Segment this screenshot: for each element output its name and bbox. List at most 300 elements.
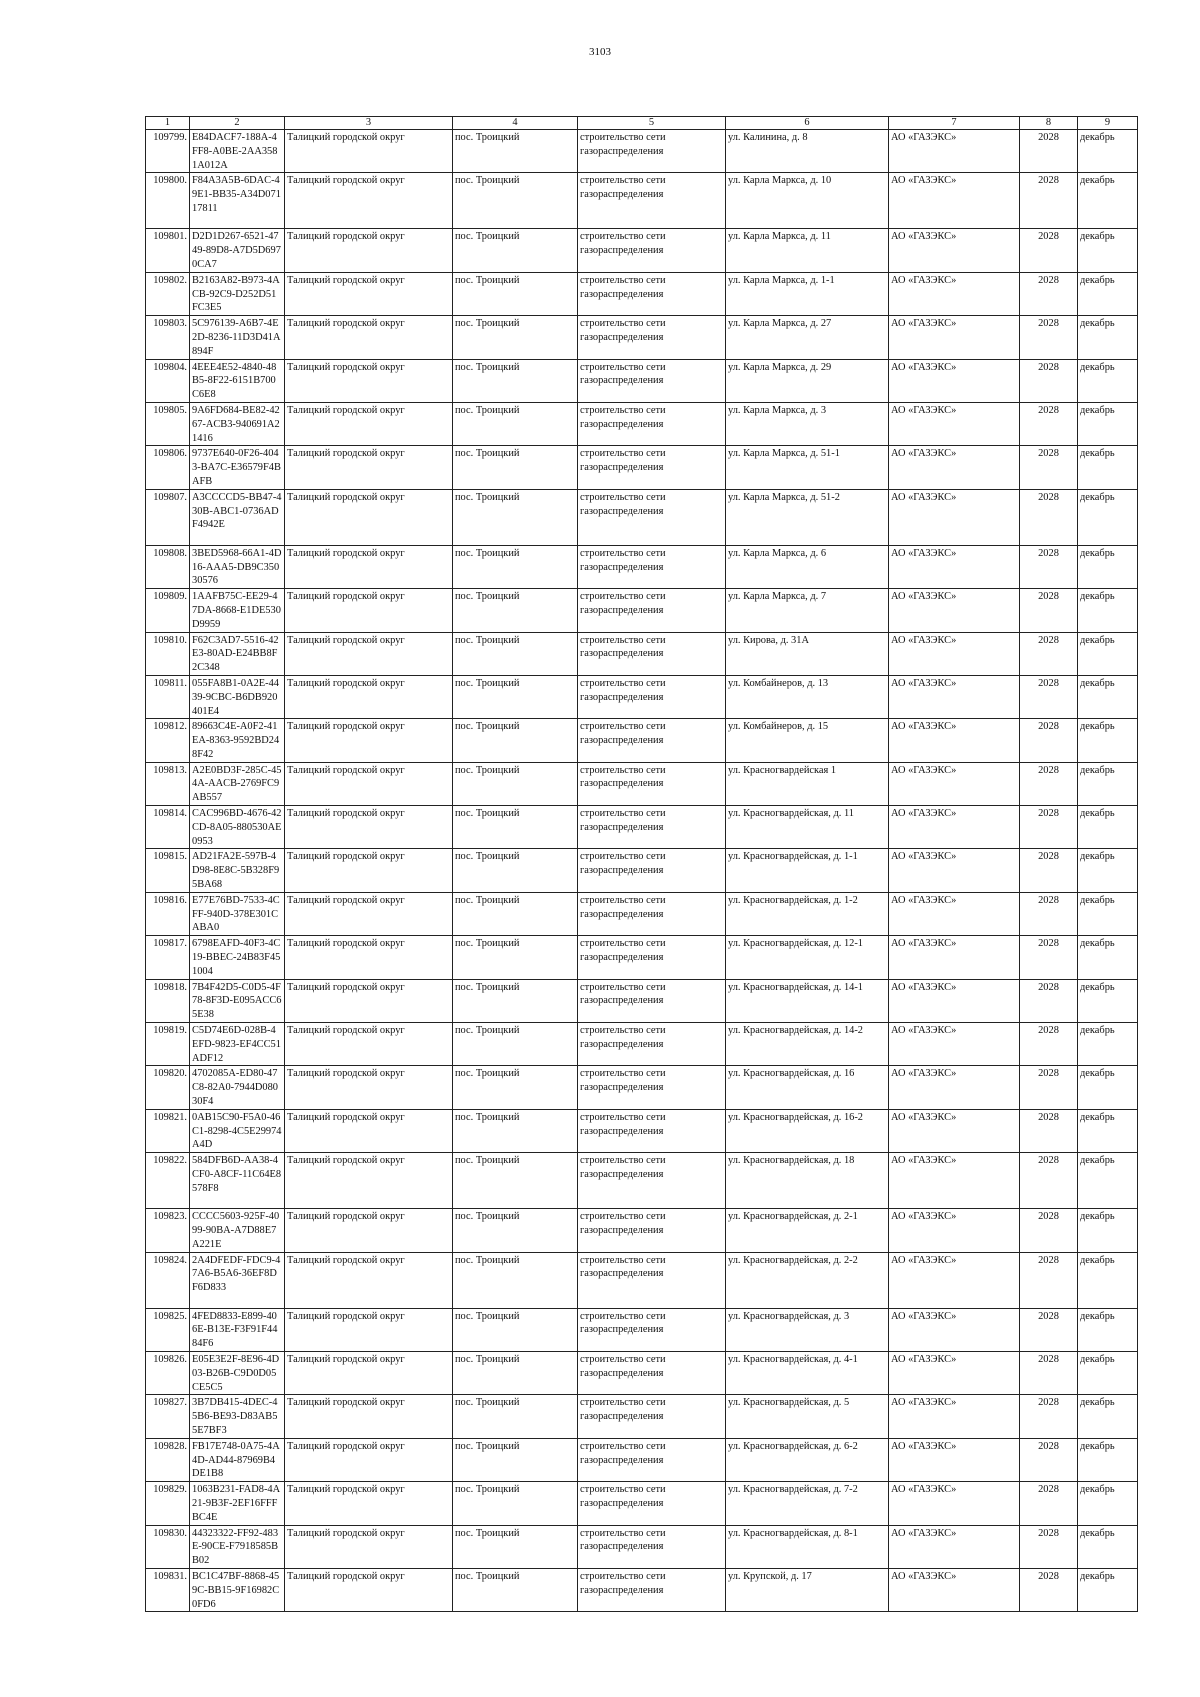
work-type-cell: строительство сети газораспределения (578, 272, 726, 315)
settlement-cell: пос. Троицкий (453, 229, 578, 272)
table-row (146, 1482, 1138, 1525)
row-number: 109831. (146, 1568, 190, 1611)
row-number: 109811. (146, 675, 190, 718)
organization-cell: АО «ГАЗЭКС» (889, 979, 1020, 1022)
work-type-cell: строительство сети газораспределения (578, 1395, 726, 1438)
row-number: 109803. (146, 316, 190, 359)
year-cell: 2028 (1020, 806, 1078, 849)
settlement-cell: пос. Троицкий (453, 806, 578, 849)
table-row (146, 806, 1138, 849)
year-cell: 2028 (1020, 979, 1078, 1022)
row-number: 109810. (146, 632, 190, 675)
year-cell: 2028 (1020, 1308, 1078, 1351)
object-guid: BC1C47BF-8868-459C-BB15-9F16982C0FD6 (190, 1568, 285, 1611)
table-row (146, 130, 1138, 173)
district-cell: Талицкий городской округ (285, 979, 453, 1022)
month-cell: декабрь (1078, 1066, 1138, 1109)
address-cell: ул. Красногвардейская, д. 5 (726, 1395, 889, 1438)
row-number: 109800. (146, 173, 190, 229)
month-cell: декабрь (1078, 675, 1138, 718)
row-number: 109807. (146, 489, 190, 545)
year-cell: 2028 (1020, 1568, 1078, 1611)
organization-cell: АО «ГАЗЭКС» (889, 1482, 1020, 1525)
table-row (146, 1395, 1138, 1438)
work-type-cell: строительство сети газораспределения (578, 762, 726, 805)
organization-cell: АО «ГАЗЭКС» (889, 545, 1020, 588)
table-row (146, 446, 1138, 489)
address-cell: ул. Красногвардейская, д. 1-1 (726, 849, 889, 892)
table-row (146, 1308, 1138, 1351)
year-cell: 2028 (1020, 1153, 1078, 1209)
organization-cell: АО «ГАЗЭКС» (889, 806, 1020, 849)
district-cell: Талицкий городской округ (285, 1153, 453, 1209)
work-type-cell: строительство сети газораспределения (578, 1525, 726, 1568)
settlement-cell: пос. Троицкий (453, 762, 578, 805)
table-row (146, 272, 1138, 315)
settlement-cell: пос. Троицкий (453, 489, 578, 545)
address-cell: ул. Красногвардейская, д. 18 (726, 1153, 889, 1209)
object-guid: 0AB15C90-F5A0-46C1-8298-4C5E29974A4D (190, 1109, 285, 1152)
address-cell: ул. Карла Маркса, д. 51-1 (726, 446, 889, 489)
settlement-cell: пос. Троицкий (453, 1023, 578, 1066)
address-cell: ул. Красногвардейская, д. 4-1 (726, 1351, 889, 1394)
table-row (146, 1209, 1138, 1252)
settlement-cell: пос. Троицкий (453, 359, 578, 402)
address-cell: ул. Красногвардейская, д. 6-2 (726, 1438, 889, 1481)
row-number: 109806. (146, 446, 190, 489)
district-cell: Талицкий городской округ (285, 1351, 453, 1394)
month-cell: декабрь (1078, 316, 1138, 359)
table-row (146, 489, 1138, 545)
work-type-cell: строительство сети газораспределения (578, 173, 726, 229)
organization-cell: АО «ГАЗЭКС» (889, 936, 1020, 979)
object-guid: 4702085A-ED80-47C8-82A0-7944D08030F4 (190, 1066, 285, 1109)
address-cell: ул. Красногвардейская, д. 1-2 (726, 892, 889, 935)
district-cell: Талицкий городской округ (285, 1308, 453, 1351)
organization-cell: АО «ГАЗЭКС» (889, 446, 1020, 489)
settlement-cell: пос. Троицкий (453, 272, 578, 315)
settlement-cell: пос. Троицкий (453, 849, 578, 892)
work-type-cell: строительство сети газораспределения (578, 1438, 726, 1481)
month-cell: декабрь (1078, 173, 1138, 229)
year-cell: 2028 (1020, 229, 1078, 272)
work-type-cell: строительство сети газораспределения (578, 359, 726, 402)
row-number: 109816. (146, 892, 190, 935)
work-type-cell: строительство сети газораспределения (578, 1568, 726, 1611)
district-cell: Талицкий городской округ (285, 1482, 453, 1525)
row-number: 109819. (146, 1023, 190, 1066)
row-number: 109830. (146, 1525, 190, 1568)
table-row (146, 1568, 1138, 1611)
organization-cell: АО «ГАЗЭКС» (889, 402, 1020, 445)
work-type-cell: строительство сети газораспределения (578, 545, 726, 588)
table-header-row (146, 117, 1138, 130)
object-guid: CAC996BD-4676-42CD-8A05-880530AE0953 (190, 806, 285, 849)
organization-cell: АО «ГАЗЭКС» (889, 1525, 1020, 1568)
object-guid: E05E3E2F-8E96-4D03-B26B-C9D0D05CE5C5 (190, 1351, 285, 1394)
table-row (146, 173, 1138, 229)
object-guid: 7B4F42D5-C0D5-4F78-8F3D-E095ACC65E38 (190, 979, 285, 1022)
district-cell: Талицкий городской округ (285, 589, 453, 632)
month-cell: декабрь (1078, 130, 1138, 173)
table-row (146, 402, 1138, 445)
table-row (146, 1351, 1138, 1394)
address-cell: ул. Карла Маркса, д. 7 (726, 589, 889, 632)
year-cell: 2028 (1020, 1252, 1078, 1308)
column-header-1: 1 (146, 117, 190, 130)
district-cell: Талицкий городской округ (285, 719, 453, 762)
address-cell: ул. Красногвардейская, д. 2-1 (726, 1209, 889, 1252)
table-row (146, 936, 1138, 979)
month-cell: декабрь (1078, 1308, 1138, 1351)
row-number: 109814. (146, 806, 190, 849)
address-cell: ул. Карла Маркса, д. 6 (726, 545, 889, 588)
month-cell: декабрь (1078, 762, 1138, 805)
district-cell: Талицкий городской округ (285, 1568, 453, 1611)
row-number: 109818. (146, 979, 190, 1022)
year-cell: 2028 (1020, 1066, 1078, 1109)
district-cell: Талицкий городской округ (285, 806, 453, 849)
work-type-cell: строительство сети газораспределения (578, 1066, 726, 1109)
object-guid: 4EEE4E52-4840-48B5-8F22-6151B700C6E8 (190, 359, 285, 402)
column-header-7: 7 (889, 117, 1020, 130)
year-cell: 2028 (1020, 719, 1078, 762)
column-header-9: 9 (1078, 117, 1138, 130)
organization-cell: АО «ГАЗЭКС» (889, 632, 1020, 675)
year-cell: 2028 (1020, 173, 1078, 229)
organization-cell: АО «ГАЗЭКС» (889, 1153, 1020, 1209)
organization-cell: АО «ГАЗЭКС» (889, 1308, 1020, 1351)
table-row (146, 229, 1138, 272)
year-cell: 2028 (1020, 446, 1078, 489)
work-type-cell: строительство сети газораспределения (578, 806, 726, 849)
month-cell: декабрь (1078, 1568, 1138, 1611)
row-number: 109801. (146, 229, 190, 272)
work-type-cell: строительство сети газораспределения (578, 1308, 726, 1351)
year-cell: 2028 (1020, 272, 1078, 315)
row-number: 109799. (146, 130, 190, 173)
district-cell: Талицкий городской округ (285, 1109, 453, 1152)
work-type-cell: строительство сети газораспределения (578, 1153, 726, 1209)
district-cell: Талицкий городской округ (285, 1023, 453, 1066)
object-guid: A2E0BD3F-285C-454A-AACB-2769FC9AB557 (190, 762, 285, 805)
address-cell: ул. Красногвардейская, д. 8-1 (726, 1525, 889, 1568)
work-type-cell: строительство сети газораспределения (578, 1023, 726, 1066)
district-cell: Талицкий городской округ (285, 272, 453, 315)
organization-cell: АО «ГАЗЭКС» (889, 1395, 1020, 1438)
table-row (146, 849, 1138, 892)
organization-cell: АО «ГАЗЭКС» (889, 1066, 1020, 1109)
month-cell: декабрь (1078, 446, 1138, 489)
work-type-cell: строительство сети газораспределения (578, 316, 726, 359)
year-cell: 2028 (1020, 589, 1078, 632)
month-cell: декабрь (1078, 1351, 1138, 1394)
column-header-8: 8 (1020, 117, 1078, 130)
object-guid: 055FA8B1-0A2E-4439-9CBC-B6DB920401E4 (190, 675, 285, 718)
row-number: 109809. (146, 589, 190, 632)
column-header-2: 2 (190, 117, 285, 130)
object-guid: 89663C4E-A0F2-41EA-8363-9592BD248F42 (190, 719, 285, 762)
address-cell: ул. Карла Маркса, д. 11 (726, 229, 889, 272)
organization-cell: АО «ГАЗЭКС» (889, 130, 1020, 173)
address-cell: ул. Карла Маркса, д. 10 (726, 173, 889, 229)
work-type-cell: строительство сети газораспределения (578, 446, 726, 489)
district-cell: Талицкий городской округ (285, 675, 453, 718)
district-cell: Талицкий городской округ (285, 229, 453, 272)
organization-cell: АО «ГАЗЭКС» (889, 229, 1020, 272)
district-cell: Талицкий городской округ (285, 936, 453, 979)
district-cell: Талицкий городской округ (285, 359, 453, 402)
work-type-cell: строительство сети газораспределения (578, 719, 726, 762)
settlement-cell: пос. Троицкий (453, 675, 578, 718)
year-cell: 2028 (1020, 1109, 1078, 1152)
object-guid: 3BED5968-66A1-4D16-AAA5-DB9C35030576 (190, 545, 285, 588)
work-type-cell: строительство сети газораспределения (578, 130, 726, 173)
district-cell: Талицкий городской округ (285, 849, 453, 892)
row-number: 109826. (146, 1351, 190, 1394)
table-row (146, 1438, 1138, 1481)
object-guid: 4FED8833-E899-406E-B13E-F3F91F4484F6 (190, 1308, 285, 1351)
work-type-cell: строительство сети газораспределения (578, 1482, 726, 1525)
district-cell: Талицкий городской округ (285, 1209, 453, 1252)
object-guid: AD21FA2E-597B-4D98-8E8C-5B328F95BA68 (190, 849, 285, 892)
object-guid: 1063B231-FAD8-4A21-9B3F-2EF16FFFBC4E (190, 1482, 285, 1525)
register-table (145, 116, 1138, 1612)
settlement-cell: пос. Троицкий (453, 1209, 578, 1252)
address-cell: ул. Красногвардейская, д. 7-2 (726, 1482, 889, 1525)
object-guid: FB17E748-0A75-4A4D-AD44-87969B4DE1B8 (190, 1438, 285, 1481)
row-number: 109813. (146, 762, 190, 805)
object-guid: 3B7DB415-4DEC-45B6-BE93-D83AB55E7BF3 (190, 1395, 285, 1438)
month-cell: декабрь (1078, 229, 1138, 272)
settlement-cell: пос. Троицкий (453, 1308, 578, 1351)
year-cell: 2028 (1020, 1209, 1078, 1252)
table-row (146, 1525, 1138, 1568)
month-cell: декабрь (1078, 979, 1138, 1022)
year-cell: 2028 (1020, 316, 1078, 359)
address-cell: ул. Красногвардейская, д. 2-2 (726, 1252, 889, 1308)
organization-cell: АО «ГАЗЭКС» (889, 719, 1020, 762)
settlement-cell: пос. Троицкий (453, 1395, 578, 1438)
table-row (146, 892, 1138, 935)
object-guid: E77E76BD-7533-4CFF-940D-378E301CABA0 (190, 892, 285, 935)
table-row (146, 1109, 1138, 1152)
organization-cell: АО «ГАЗЭКС» (889, 675, 1020, 718)
table-row (146, 632, 1138, 675)
organization-cell: АО «ГАЗЭКС» (889, 1109, 1020, 1152)
object-guid: 584DFB6D-AA38-4CF0-A8CF-11C64E8578F8 (190, 1153, 285, 1209)
month-cell: декабрь (1078, 402, 1138, 445)
object-guid: A3CCCCD5-BB47-430B-ABC1-0736ADF4942E (190, 489, 285, 545)
work-type-cell: строительство сети газораспределения (578, 936, 726, 979)
row-number: 109817. (146, 936, 190, 979)
organization-cell: АО «ГАЗЭКС» (889, 173, 1020, 229)
page-number: 3103 (589, 46, 611, 58)
address-cell: ул. Красногвардейская, д. 14-1 (726, 979, 889, 1022)
object-guid: 9A6FD684-BE82-4267-ACB3-940691A21416 (190, 402, 285, 445)
table-row (146, 316, 1138, 359)
district-cell: Талицкий городской округ (285, 632, 453, 675)
row-number: 109804. (146, 359, 190, 402)
month-cell: декабрь (1078, 849, 1138, 892)
settlement-cell: пос. Троицкий (453, 1252, 578, 1308)
district-cell: Талицкий городской округ (285, 402, 453, 445)
settlement-cell: пос. Троицкий (453, 316, 578, 359)
month-cell: декабрь (1078, 1109, 1138, 1152)
district-cell: Талицкий городской округ (285, 1525, 453, 1568)
year-cell: 2028 (1020, 632, 1078, 675)
row-number: 109823. (146, 1209, 190, 1252)
work-type-cell: строительство сети газораспределения (578, 1209, 726, 1252)
address-cell: ул. Красногвардейская 1 (726, 762, 889, 805)
address-cell: ул. Карла Маркса, д. 51-2 (726, 489, 889, 545)
row-number: 109829. (146, 1482, 190, 1525)
district-cell: Талицкий городской округ (285, 762, 453, 805)
object-guid: 6798EAFD-40F3-4C19-BBEC-24B83F451004 (190, 936, 285, 979)
address-cell: ул. Красногвардейская, д. 16-2 (726, 1109, 889, 1152)
address-cell: ул. Красногвардейская, д. 14-2 (726, 1023, 889, 1066)
row-number: 109808. (146, 545, 190, 588)
settlement-cell: пос. Троицкий (453, 1482, 578, 1525)
column-header-5: 5 (578, 117, 726, 130)
address-cell: ул. Красногвардейская, д. 16 (726, 1066, 889, 1109)
organization-cell: АО «ГАЗЭКС» (889, 1351, 1020, 1394)
settlement-cell: пос. Троицкий (453, 173, 578, 229)
address-cell: ул. Карла Маркса, д. 1-1 (726, 272, 889, 315)
work-type-cell: строительство сети газораспределения (578, 1252, 726, 1308)
organization-cell: АО «ГАЗЭКС» (889, 359, 1020, 402)
organization-cell: АО «ГАЗЭКС» (889, 849, 1020, 892)
row-number: 109828. (146, 1438, 190, 1481)
settlement-cell: пос. Троицкий (453, 632, 578, 675)
year-cell: 2028 (1020, 489, 1078, 545)
district-cell: Талицкий городской округ (285, 1438, 453, 1481)
work-type-cell: строительство сети газораспределения (578, 1351, 726, 1394)
settlement-cell: пос. Троицкий (453, 1438, 578, 1481)
table-row (146, 359, 1138, 402)
object-guid: F84A3A5B-6DAC-49E1-BB35-A34D07117811 (190, 173, 285, 229)
work-type-cell: строительство сети газораспределения (578, 1109, 726, 1152)
month-cell: декабрь (1078, 1209, 1138, 1252)
organization-cell: АО «ГАЗЭКС» (889, 1438, 1020, 1481)
month-cell: декабрь (1078, 1023, 1138, 1066)
table-row (146, 1252, 1138, 1308)
address-cell: ул. Карла Маркса, д. 27 (726, 316, 889, 359)
address-cell: ул. Красногвардейская, д. 11 (726, 806, 889, 849)
column-header-6: 6 (726, 117, 889, 130)
column-header-4: 4 (453, 117, 578, 130)
address-cell: ул. Карла Маркса, д. 29 (726, 359, 889, 402)
organization-cell: АО «ГАЗЭКС» (889, 1568, 1020, 1611)
month-cell: декабрь (1078, 1525, 1138, 1568)
table-row (146, 545, 1138, 588)
settlement-cell: пос. Троицкий (453, 979, 578, 1022)
work-type-cell: строительство сети газораспределения (578, 402, 726, 445)
organization-cell: АО «ГАЗЭКС» (889, 892, 1020, 935)
settlement-cell: пос. Троицкий (453, 1351, 578, 1394)
address-cell: ул. Карла Маркса, д. 3 (726, 402, 889, 445)
row-number: 109820. (146, 1066, 190, 1109)
row-number: 109805. (146, 402, 190, 445)
year-cell: 2028 (1020, 762, 1078, 805)
row-number: 109821. (146, 1109, 190, 1152)
organization-cell: АО «ГАЗЭКС» (889, 316, 1020, 359)
organization-cell: АО «ГАЗЭКС» (889, 589, 1020, 632)
month-cell: декабрь (1078, 489, 1138, 545)
year-cell: 2028 (1020, 1023, 1078, 1066)
row-number: 109824. (146, 1252, 190, 1308)
year-cell: 2028 (1020, 1525, 1078, 1568)
organization-cell: АО «ГАЗЭКС» (889, 489, 1020, 545)
district-cell: Талицкий городской округ (285, 1395, 453, 1438)
row-number: 109802. (146, 272, 190, 315)
year-cell: 2028 (1020, 1395, 1078, 1438)
month-cell: декабрь (1078, 1252, 1138, 1308)
settlement-cell: пос. Троицкий (453, 545, 578, 588)
object-guid: CCCC5603-925F-4099-90BA-A7D88E7A221E (190, 1209, 285, 1252)
year-cell: 2028 (1020, 359, 1078, 402)
column-header-3: 3 (285, 117, 453, 130)
month-cell: декабрь (1078, 719, 1138, 762)
settlement-cell: пос. Троицкий (453, 402, 578, 445)
row-number: 109812. (146, 719, 190, 762)
month-cell: декабрь (1078, 1438, 1138, 1481)
address-cell: ул. Комбайнеров, д. 15 (726, 719, 889, 762)
table-row (146, 979, 1138, 1022)
district-cell: Талицкий городской округ (285, 545, 453, 588)
year-cell: 2028 (1020, 545, 1078, 588)
address-cell: ул. Комбайнеров, д. 13 (726, 675, 889, 718)
organization-cell: АО «ГАЗЭКС» (889, 762, 1020, 805)
year-cell: 2028 (1020, 675, 1078, 718)
month-cell: декабрь (1078, 272, 1138, 315)
year-cell: 2028 (1020, 892, 1078, 935)
month-cell: декабрь (1078, 936, 1138, 979)
work-type-cell: строительство сети газораспределения (578, 632, 726, 675)
year-cell: 2028 (1020, 1482, 1078, 1525)
object-guid: B2163A82-B973-4ACB-92C9-D252D51FC3E5 (190, 272, 285, 315)
object-guid: 44323322-FF92-483E-90CE-F7918585BB02 (190, 1525, 285, 1568)
year-cell: 2028 (1020, 936, 1078, 979)
organization-cell: АО «ГАЗЭКС» (889, 1023, 1020, 1066)
district-cell: Талицкий городской округ (285, 489, 453, 545)
work-type-cell: строительство сети газораспределения (578, 489, 726, 545)
work-type-cell: строительство сети газораспределения (578, 849, 726, 892)
address-cell: ул. Кирова, д. 31А (726, 632, 889, 675)
organization-cell: АО «ГАЗЭКС» (889, 1252, 1020, 1308)
month-cell: декабрь (1078, 892, 1138, 935)
month-cell: декабрь (1078, 1153, 1138, 1209)
month-cell: декабрь (1078, 1395, 1138, 1438)
month-cell: декабрь (1078, 589, 1138, 632)
district-cell: Талицкий городской округ (285, 1252, 453, 1308)
object-guid: E84DACF7-188A-4FF8-A0BE-2AA3581A012A (190, 130, 285, 173)
month-cell: декабрь (1078, 1482, 1138, 1525)
address-cell: ул. Красногвардейская, д. 12-1 (726, 936, 889, 979)
settlement-cell: пос. Троицкий (453, 936, 578, 979)
month-cell: декабрь (1078, 359, 1138, 402)
organization-cell: АО «ГАЗЭКС» (889, 272, 1020, 315)
work-type-cell: строительство сети газораспределения (578, 589, 726, 632)
settlement-cell: пос. Троицкий (453, 1568, 578, 1611)
row-number: 109822. (146, 1153, 190, 1209)
object-guid: 2A4DFEDF-FDC9-47A6-B5A6-36EF8DF6D833 (190, 1252, 285, 1308)
work-type-cell: строительство сети газораспределения (578, 229, 726, 272)
settlement-cell: пос. Троицкий (453, 892, 578, 935)
row-number: 109825. (146, 1308, 190, 1351)
table-row (146, 1066, 1138, 1109)
object-guid: F62C3AD7-5516-42E3-80AD-E24BB8F2C348 (190, 632, 285, 675)
